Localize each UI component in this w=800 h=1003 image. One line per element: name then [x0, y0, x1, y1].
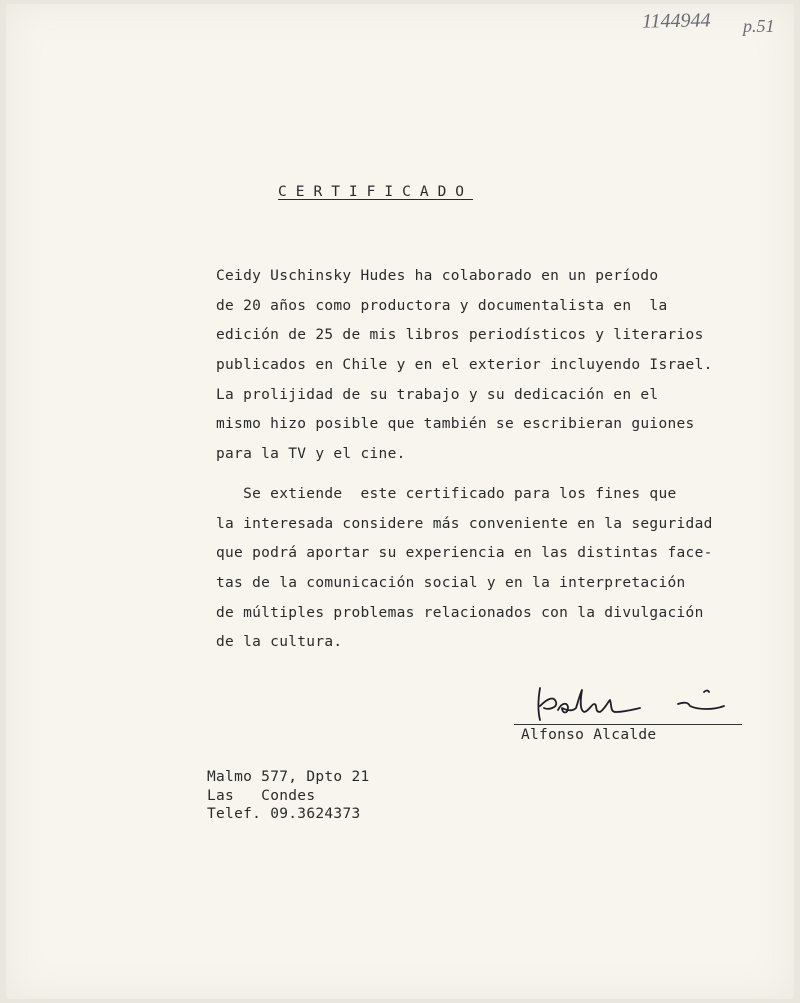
paragraph-line: Se extiende este certificado para los fines que — [216, 486, 677, 502]
archive-number: 1144944 — [641, 9, 711, 33]
paragraph-1 — [216, 262, 736, 470]
address-line: Telef. 09.3624373 — [207, 806, 361, 822]
document-title: CERTIFICADO — [278, 184, 474, 200]
paragraph-line: que podrá aportar su experiencia en las distintas face- — [216, 545, 713, 562]
document-page — [6, 4, 794, 999]
paragraph-line: publicados en Chile y en el exterior incluyendo Israel. — [216, 357, 713, 374]
paragraph-line: de la cultura. — [216, 634, 343, 651]
signature-line — [514, 724, 742, 725]
address-block — [207, 768, 370, 824]
handwritten-signature — [528, 680, 738, 730]
paragraph-line: mismo hizo posible que también se escribieran guiones — [216, 416, 695, 433]
paragraph-2 — [216, 480, 736, 658]
paragraph-line: Ceidy Uschinsky Hudes ha colaborado en un período — [216, 268, 659, 284]
paragraph-line: de múltiples problemas relacionados con la divulgación — [216, 604, 704, 621]
page-number: p.51 — [743, 16, 775, 36]
paragraph-line: edición de 25 de mis libros periodísticos y literarios — [216, 327, 704, 344]
paragraph-line: la interesada considere más conveniente en la seguridad — [216, 515, 713, 532]
paragraph-line: para la TV y el cine. — [216, 446, 406, 463]
paragraph-line: de 20 años como productora y documentalista en la — [216, 297, 668, 314]
signer-name: Alfonso Alcalde — [521, 727, 657, 743]
address-line: Las Condes — [207, 787, 316, 804]
paragraph-line: La prolijidad de su trabajo y su dedicación en el — [216, 386, 659, 403]
address-line: Malmo 577, Dpto 21 — [207, 769, 370, 785]
paragraph-line: tas de la comunicación social y en la interpretación — [216, 575, 686, 592]
